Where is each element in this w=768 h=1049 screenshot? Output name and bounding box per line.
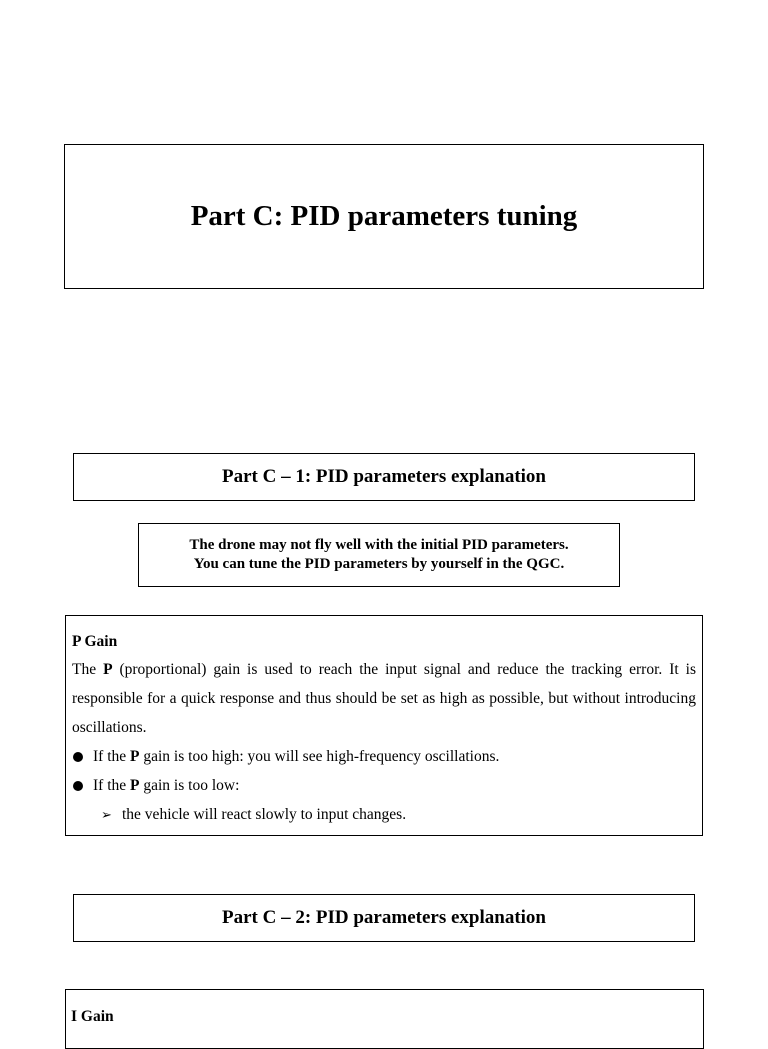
bullet-bold: P [130,748,140,765]
bullet-pre: If the [93,748,131,765]
sub-bullet-text: the vehicle will react slowly to input changes. [122,806,407,823]
list-item [101,800,696,829]
p-gain-heading: P Gain [72,633,118,650]
p-gain-description [72,655,696,742]
bullet-dot-icon [73,752,83,762]
section-heading-1: Part C – 1: PID parameters explanation [73,453,695,501]
list-item [72,742,696,771]
i-gain-box [65,989,704,1049]
bullet-bold: P [130,777,140,794]
p-gain-sub-list [72,800,696,829]
bullet-post: gain is too high: you will see high-frequency oscillations. [139,748,500,765]
bullet-post: gain is too low: [139,777,240,794]
page-title: Part C: PID parameters tuning [190,200,578,232]
title-box [64,144,704,289]
note-box [138,523,620,587]
bullet-dot-icon [73,781,83,791]
section-heading-2: Part C – 2: PID parameters explanation [73,894,695,942]
bullet-pre: If the [93,777,131,794]
note-line-1: The drone may not fly well with the initial PID parameters. [189,537,569,553]
list-item [72,771,696,800]
p-gain-desc-bold: P [103,661,113,678]
p-gain-box [65,615,703,836]
note-line-2: You can tune the PID parameters by yourself in the QGC. [193,556,565,572]
p-gain-bullet-list [72,742,696,800]
arrow-bullet-icon: ➢ [101,807,112,822]
p-gain-desc-post: (proportional) gain is used to reach the input signal and reduce the tracking error. It is responsible for a quick response and thus should be set as high as possible, but without introducing oscillations. [72,661,696,736]
i-gain-heading: I Gain [71,1008,114,1025]
p-gain-desc-pre: The [72,661,104,678]
